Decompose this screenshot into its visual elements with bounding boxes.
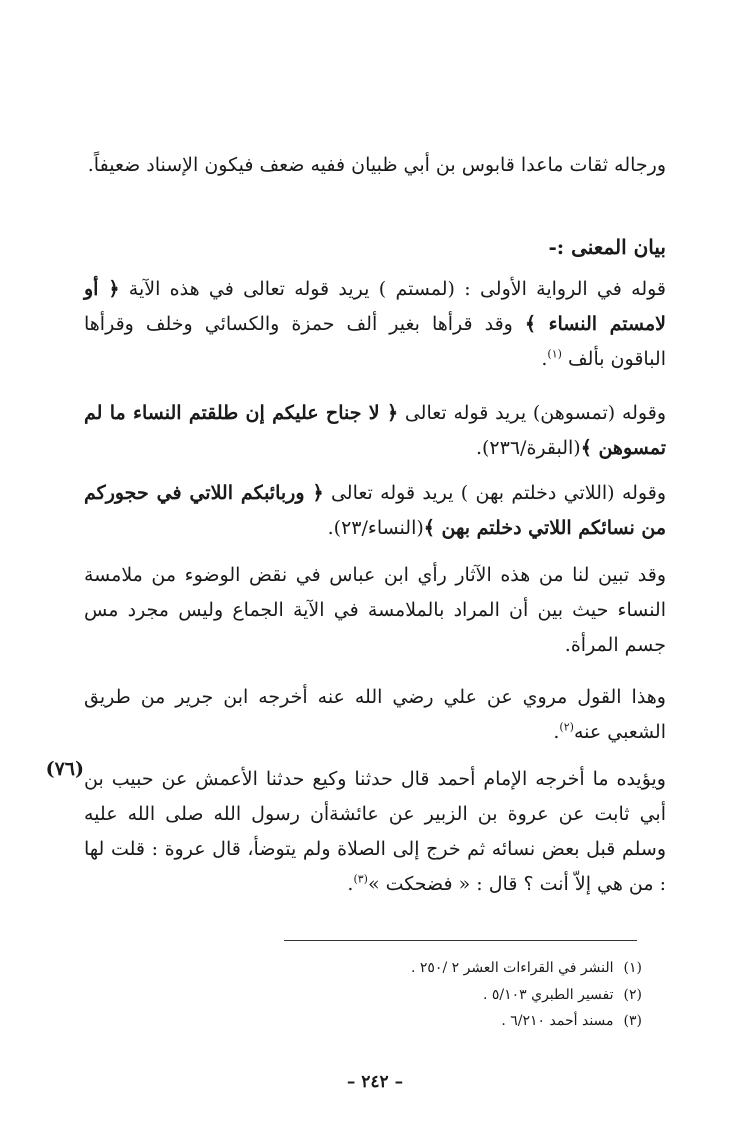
footnote-2 bbox=[102, 985, 642, 1006]
footnote-1 bbox=[102, 958, 642, 979]
paragraph-2 bbox=[84, 272, 666, 377]
paragraph-7-end: . bbox=[347, 873, 354, 895]
footnote-number: (٣) bbox=[623, 1013, 642, 1029]
verse-reference: (النساء/٢٣). bbox=[327, 517, 424, 539]
paragraph-7-text: ويؤيده ما أخرجه الإمام أحمد قال حدثنا وكيع حدثنا الأعمش عن حبيب بن أبي ثابت عن عروة بن الزبير عن عائشةأن رسول الله صلى الله عليه وسلم قبل بعض نسائه ثم خرج إلى الصلاة ولم يتوضأ، قال عروة : قلت لها : من هي إلاّ أنت ؟ قال : « فضحكت » bbox=[84, 768, 666, 895]
footnote-number: (١) bbox=[623, 960, 642, 976]
paragraph-1-text: ورجاله ثقات ماعدا قابوس بن أبي ظبيان ففيه ضعف فيكون الإسناد ضعيفاً. bbox=[87, 154, 666, 176]
paragraph-1 bbox=[84, 148, 666, 183]
quran-verse: ﴿ وربائبكم اللاتي في حجوركم من نسائكم اللاتي دخلتم بهن ﴾ bbox=[84, 482, 666, 539]
paragraph-6-text: وهذا القول مروي عن علي رضي الله عنه أخرجه ابن جرير من طريق الشعبي عنه bbox=[84, 686, 666, 743]
paragraph-3-text: وقوله (تمسوهن) يريد قوله تعالى bbox=[398, 402, 666, 424]
section-heading-text: بيان المعنى :- bbox=[548, 235, 666, 259]
paragraph-5 bbox=[84, 558, 666, 663]
footnote-ref-1[interactable]: (١) bbox=[547, 347, 562, 361]
paragraph-2-text-cont: وقد قرأها بغير ألف حمزة والكسائي وخلف وقرأها الباقون بألف bbox=[84, 313, 666, 370]
footnote-text: تفسير الطبري ٥/١٠٣ . bbox=[482, 987, 614, 1003]
paragraph-6-end: . bbox=[553, 721, 560, 743]
paragraph-5-text: وقد تبين لنا من هذه الآثار رأي ابن عباس في نقض الوضوء من ملامسة النساء حيث بين أن المراد بالملامسة في الآية الجماع وليس مجرد مس جسم المرأة. bbox=[84, 564, 666, 656]
footnote-text: النشر في القراءات العشر ٢ /٢٥٠ . bbox=[410, 960, 614, 976]
paragraph-6 bbox=[84, 680, 666, 750]
section-heading bbox=[84, 230, 666, 265]
footnote-number: (٢) bbox=[623, 987, 642, 1003]
footnote-text: مسند أحمد ٦/٢١٠ . bbox=[501, 1013, 614, 1029]
paragraph-2-text: قوله في الرواية الأولى : (لمستم ) يريد قوله تعالى في هذه الآية bbox=[119, 278, 667, 300]
quran-verse: ﴿ أو لامستم النساء ﴾ bbox=[84, 278, 666, 335]
paragraph-2-end: . bbox=[541, 348, 548, 370]
page-number: – ٢٤٢ – bbox=[346, 1072, 404, 1092]
paragraph-3 bbox=[84, 396, 666, 466]
verse-reference: (البقرة/٢٣٦). bbox=[475, 437, 581, 459]
paragraph-4-text: وقوله (اللاتي دخلتم بهن ) يريد قوله تعالى bbox=[323, 482, 666, 504]
footnote-ref-2[interactable]: (٢) bbox=[559, 720, 574, 734]
footnote-separator bbox=[284, 940, 637, 941]
paragraph-4 bbox=[84, 476, 666, 546]
footnote-3 bbox=[102, 1011, 642, 1032]
footnote-ref-3[interactable]: (٣) bbox=[353, 872, 368, 886]
paragraph-7 bbox=[84, 762, 666, 902]
quran-verse: ﴿ لا جناح عليكم إن طلقتم النساء ما لم تمسوهن ﴾ bbox=[84, 402, 666, 459]
hadith-number: (٧٦) bbox=[45, 758, 84, 780]
